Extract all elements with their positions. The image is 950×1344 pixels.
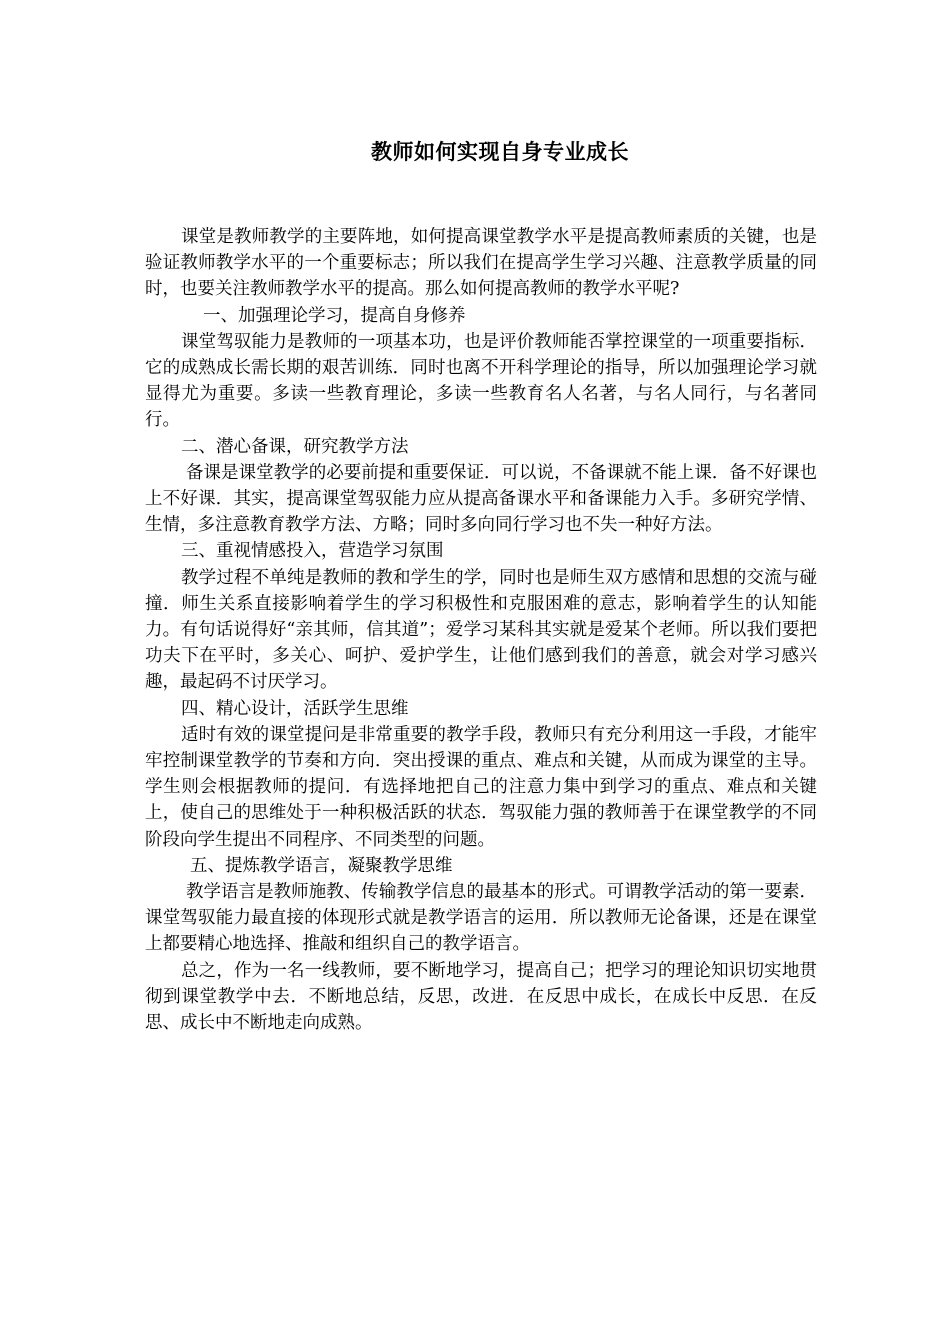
- section-3-paragraph: 教学过程不单纯是教师的教和学生的学，同时也是师生双方感情和思想的交流与碰撞．师生关系直接影响着学生的学习积极性和克服困难的意志，影响着学生的认知能力。有句话说得好“亲其师，信其道”；爱学习某科其实就是爱某个老师。所以我们要把功夫下在平时，多关心、呵护、爱护学生，让他们感到我们的善意，就会对学习感兴趣，最起码不讨厌学习。: [145, 567, 817, 693]
- conclusion-paragraph: 总之，作为一名一线教师，要不断地学习，提高自己；把学习的理论知识切实地贯彻到课堂教学中去．不断地总结，反思，改进．在反思中成长，在成长中反思．在反思、成长中不断地走向成熟。: [145, 960, 817, 1034]
- section-5-paragraph: 教学语言是教师施教、传输教学信息的最基本的形式。可谓教学活动的第一要素．课堂驾驭能力最直接的体现形式就是教学语言的运用．所以教师无论备课，还是在课堂上都要精心地选择、推敲和组织自己的教学语言。: [145, 882, 817, 955]
- section-heading-2: 二、潜心备课，研究教学方法: [181, 436, 409, 457]
- section-4-paragraph: 适时有效的课堂提问是非常重要的教学手段，教师只有充分利用这一手段，才能牢牢控制课堂教学的节奏和方向．突出授课的重点、难点和关键，从而成为课堂的主导。学生则会根据教师的提问．有选择地把自己的注意力集中到学习的重点、难点和关键上，使自己的思维处于一种积极活跃的状态．驾驭能力强的教师善于在课堂教学的不同阶段向学生提出不同程序、不同类型的问题。: [145, 724, 817, 850]
- section-heading-5: 五、提炼教学语言，凝聚教学思维: [190, 855, 453, 876]
- document-title: 教师如何实现自身专业成长: [371, 140, 629, 164]
- section-2-paragraph: 备课是课堂教学的必要前提和重要保证．可以说，不备课就不能上课．备不好课也上不好课．其实，提高课堂驾驭能力应从提高备课水平和备课能力入手。多研究学情、生情，多注意教育教学方法、方略；同时多向同行学习也不失一种好方法。: [145, 462, 817, 536]
- section-1-paragraph: 课堂驾驭能力是教师的一项基本功，也是评价教师能否掌控课堂的一项重要指标．它的成熟成长需长期的艰苦训练．同时也离不开科学理论的指导，所以加强理论学习就显得尤为重要。多读一些教育理论，多读一些教育名人名著，与名人同行，与名著同行。: [145, 331, 817, 431]
- intro-paragraph: 课堂是教师教学的主要阵地，如何提高课堂教学水平是提高教师素质的关键，也是验证教师教学水平的一个重要标志；所以我们在提高学生学习兴趣、注意教学质量的同时，也要关注教师教学水平的提高。那么如何提高教师的教学水平呢?: [145, 227, 817, 300]
- document-body: [145, 224, 817, 1036]
- section-heading-3: 三、重视情感投入，营造学习氛围: [181, 541, 444, 562]
- section-heading-4: 四、精心设计，活跃学生思维: [181, 698, 409, 719]
- section-heading-1: 一、加强理论学习，提高自身修养: [203, 305, 466, 326]
